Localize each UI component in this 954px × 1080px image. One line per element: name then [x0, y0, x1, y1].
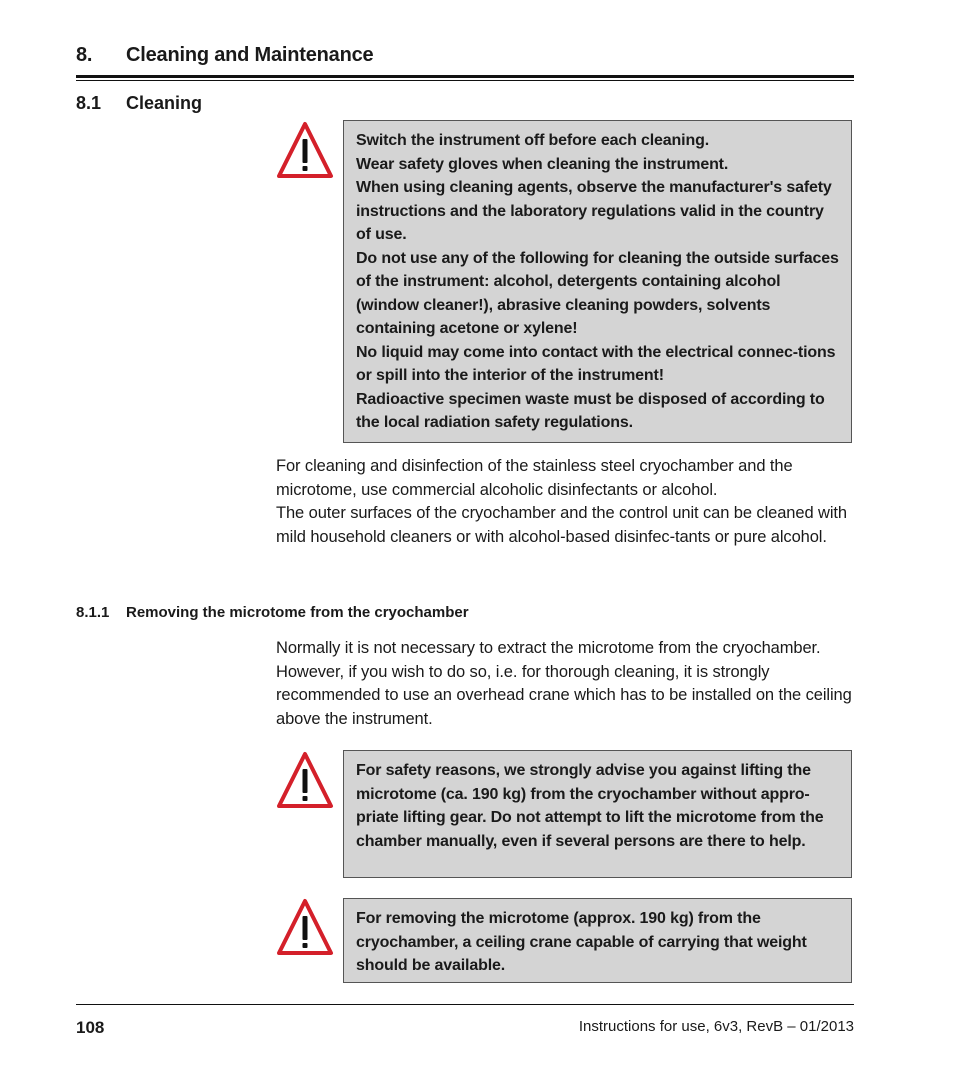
warning-text: For removing the microtome (approx. 190 kg) from the cryochamber, a ceiling crane capable of carrying that weight should be available.: [356, 910, 807, 974]
header-rule-thick: [76, 75, 854, 78]
warning-text: For safety reasons, we strongly advise you against lifting the microtome (ca. 190 kg) from the cryochamber without appro-priate lifting gear. Do not attempt to lift the microtome from the chamber manually, even if several persons are there to help.: [356, 762, 824, 850]
chapter-heading: [76, 44, 373, 67]
document-info: Instructions for use, 6v3, RevB – 01/2013: [578, 1018, 854, 1035]
subsection-title: Removing the microtome from the cryochamber: [126, 604, 469, 621]
warning-line: Do not use any of the following for cleaning the outside surfaces of the instrument: alcohol, detergents containing alcohol (window cleaner!), abrasive cleaning powders, solvents containing acetone or xylene!: [356, 249, 839, 337]
warning-box-cleaning: [343, 120, 852, 443]
warning-box-lifting: [343, 750, 852, 878]
removal-text: Normally it is not necessary to extract the microtome from the cryochamber. However, if you wish to do so, i.e. for thorough cleaning, it is strongly recommended to use an overhead crane which has to be installed on the ceiling above the instrument.: [276, 639, 852, 728]
warning-line: When using cleaning agents, observe the manufacturer's safety instructions and the laboratory regulations valid in the country of use.: [356, 179, 832, 243]
warning-line: No liquid may come into contact with the electrical connec-tions or spill into the interior of the instrument!: [356, 343, 836, 384]
warning-box-crane: [343, 898, 852, 983]
section-heading: [76, 93, 202, 114]
chapter-title: Cleaning and Maintenance: [126, 44, 374, 66]
page-number: 108: [76, 1018, 105, 1037]
removal-paragraph: [276, 637, 854, 731]
section-title: Cleaning: [126, 93, 203, 113]
warning-triangle-icon: [276, 898, 334, 956]
section-number: 8.1: [76, 93, 102, 113]
subsection-heading: [76, 604, 469, 621]
cleaning-text-1: For cleaning and disinfection of the stainless steel cryochamber and the microtome, use commercial alcoholic disinfectants or alcohol.: [276, 457, 793, 499]
chapter-number: 8.: [76, 44, 93, 66]
warning-line: Wear safety gloves when cleaning the instrument.: [356, 155, 729, 173]
header-rule-thin: [76, 80, 854, 81]
cleaning-paragraph: [276, 455, 854, 549]
warning-triangle-icon: [276, 121, 334, 179]
warning-triangle-icon: [276, 751, 334, 809]
warning-line: Radioactive specimen waste must be disposed of according to the local radiation safety regulations.: [356, 390, 825, 431]
footer-rule: [76, 1004, 854, 1005]
warning-line: Switch the instrument off before each cleaning.: [356, 132, 710, 149]
cleaning-text-2: The outer surfaces of the cryochamber and the control unit can be cleaned with mild household cleaners or with alcohol-based disinfec-tants or pure alcohol.: [276, 504, 847, 546]
subsection-number: 8.1.1: [76, 604, 110, 621]
